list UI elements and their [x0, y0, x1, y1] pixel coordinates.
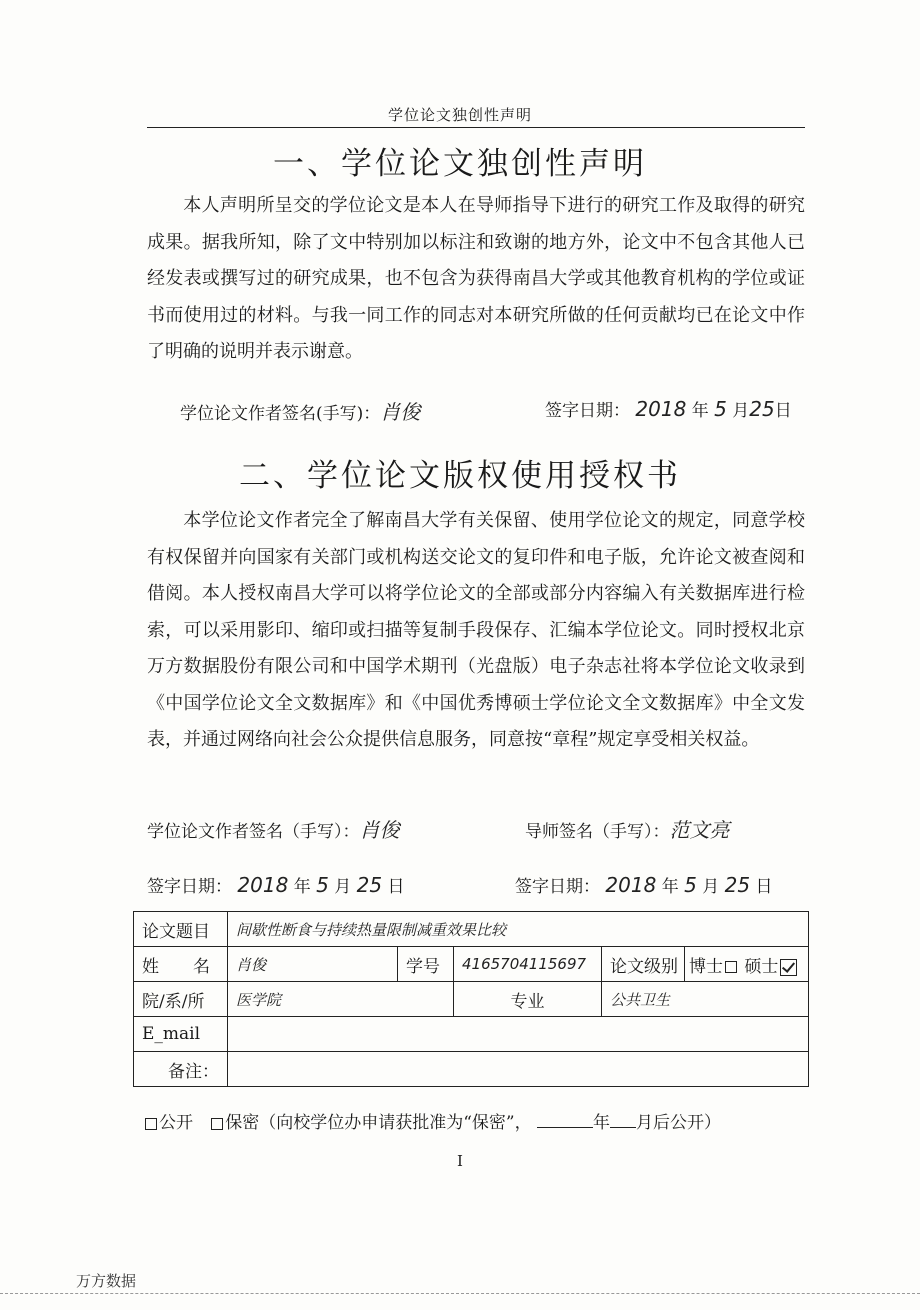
table-row	[134, 1017, 809, 1052]
major-value-text: 公共卫生	[610, 990, 671, 1009]
secret-checkbox[interactable]	[211, 1118, 223, 1130]
name-label: 姓 名	[134, 947, 228, 982]
section1-date-line	[545, 396, 792, 421]
advisor-date-year: 2018	[605, 873, 657, 897]
advisor-date-month: 5	[684, 873, 697, 897]
author-date-year: 2018	[237, 873, 289, 897]
table-row	[134, 912, 809, 947]
year-char: 年	[661, 877, 679, 897]
public-checkbox[interactable]	[145, 1118, 157, 1130]
confidentiality-line	[143, 1108, 721, 1133]
secret-label: 保密（向校学位办申请获批准为“保密”，	[225, 1113, 532, 1133]
section2-author-date-line	[147, 872, 405, 897]
title-label: 论文题目	[134, 912, 228, 947]
master-label: 硕士	[744, 956, 779, 977]
advisor-signature: 范文亮	[669, 818, 730, 842]
date-month: 5	[714, 397, 727, 421]
year-blank[interactable]	[537, 1111, 593, 1128]
major-value	[602, 982, 809, 1017]
date-label: 签字日期：	[147, 877, 232, 897]
author-sig-label: 学位论文作者签名(手写)：	[180, 404, 381, 424]
thesis-info-table	[133, 911, 809, 1087]
section2-advisor-signature-line	[525, 814, 730, 843]
date-day: 25	[749, 397, 775, 421]
date-label: 签字日期：	[515, 877, 600, 897]
table-row	[134, 982, 809, 1017]
phd-label: 博士	[689, 956, 723, 977]
email-label: E_mail	[134, 1017, 228, 1052]
level-label: 论文级别	[602, 947, 685, 982]
section2-advisor-date-line	[515, 872, 773, 897]
section1-paragraph-text: 本人声明所呈交的学位论文是本人在导师指导下进行的研究工作及取得的研究成果。据我所知，除了文中特别加以标注和致谢的地方外，论文中不包含其他人已经发表或撰写过的研究成果，也不包含为获得南昌大学或其他教育机构的学位或证书而使用过的材料。与我一同工作的同志对本研究所做的任何贡献均已在论文中作了明确的说明并表示谢意。	[147, 195, 805, 362]
month-char: 月	[732, 401, 750, 421]
day-char: 日	[774, 401, 792, 421]
section2-paragraph-text: 本学位论文作者完全了解南昌大学有关保留、使用学位论文的规定，同意学校有权保留并向国家有关部门或机构送交论文的复印件和电子版，允许论文被查阅和借阅。本人授权南昌大学可以将学位论文的全部或部分内容编入有关数据库进行检索，可以采用影印、缩印或扫描等复制手段保存、汇编本学位论文。同时授权北京万方数据股份有限公司和中国学术期刊（光盘版）电子杂志社将本学位论文收录到《中国学位论文全文数据库》和《中国优秀博硕士学位论文全文数据库》中全文发表，并通过网络向社会公众提供信息服务，同意按“章程”规定享受相关权益。	[147, 510, 805, 750]
advisor-sig-label: 导师签名（手写）：	[525, 822, 670, 842]
level-options	[685, 947, 809, 982]
month-char: 月	[702, 877, 720, 897]
major-label: 专业	[454, 982, 602, 1017]
id-label: 学号	[398, 947, 454, 982]
author-signature: 肖俊	[359, 818, 400, 842]
date-year: 2018	[635, 397, 687, 421]
month-char: 月后公开）	[636, 1113, 722, 1133]
author-date-month: 5	[316, 873, 329, 897]
table-row	[134, 1052, 809, 1087]
day-char: 日	[387, 877, 405, 897]
name-value	[228, 947, 398, 982]
page-number: I	[457, 1152, 463, 1170]
author-signature: 肖俊	[380, 400, 421, 424]
id-value-text: 4165704115697	[462, 955, 587, 973]
section1-author-signature-line	[180, 396, 420, 425]
title-value	[228, 912, 809, 947]
author-sig-label: 学位论文作者签名（手写）：	[147, 822, 360, 842]
advisor-date-day: 25	[724, 873, 751, 897]
running-header: 学位论文独创性声明	[387, 106, 532, 124]
section2-author-signature-line	[147, 814, 400, 843]
section2-title: 二、学位论文版权使用授权书	[239, 458, 681, 494]
section1-title: 一、学位论文独创性声明	[273, 146, 647, 182]
header-rule	[147, 127, 805, 128]
dept-value-text: 医学院	[236, 990, 282, 1009]
day-char: 日	[755, 877, 773, 897]
remark-value	[228, 1052, 809, 1087]
month-blank[interactable]	[610, 1111, 636, 1128]
watermark: 万方数据	[76, 1272, 137, 1290]
year-char: 年	[691, 401, 709, 421]
remark-label: 备注：	[134, 1052, 228, 1087]
year-char: 年	[593, 1113, 611, 1133]
public-label: 公开	[159, 1113, 193, 1133]
month-char: 月	[334, 877, 352, 897]
title-value-text: 间歇性断食与持续热量限制减重效果比较	[236, 920, 507, 939]
dept-value	[228, 982, 454, 1017]
section2-paragraph	[147, 503, 805, 759]
master-checkbox[interactable]	[780, 959, 797, 976]
name-value-text: 肖俊	[236, 955, 267, 974]
dept-label: 院/系/所	[134, 982, 228, 1017]
section1-paragraph	[147, 188, 805, 371]
table-row	[134, 947, 809, 982]
footer-rule	[0, 1293, 920, 1294]
year-char: 年	[293, 877, 311, 897]
email-value	[228, 1017, 809, 1052]
date-label: 签字日期：	[545, 401, 630, 421]
id-value	[454, 947, 602, 982]
author-date-day: 25	[356, 873, 383, 897]
phd-checkbox[interactable]	[725, 961, 737, 973]
